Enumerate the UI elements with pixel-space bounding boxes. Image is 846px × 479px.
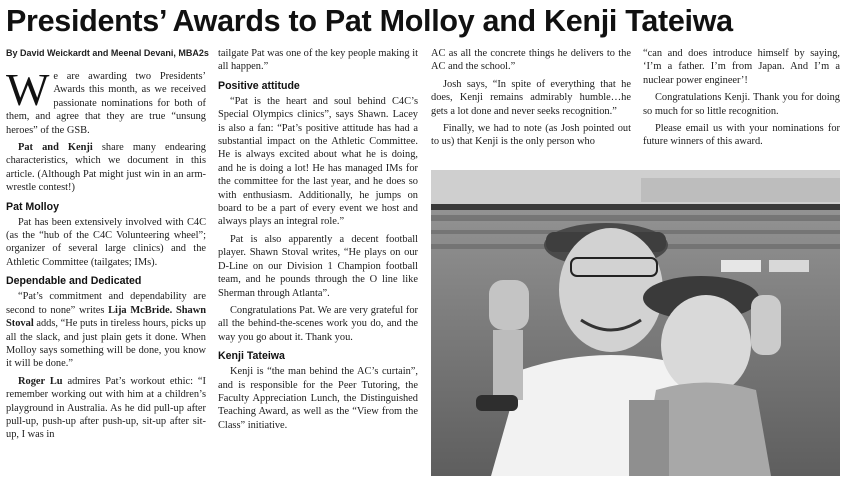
section-heading-dependable: Dependable and Dedicated [6,275,142,288]
paragraph [6,375,206,442]
paragraph: “can and does introduce himself by saying, ‘I’m a father. I’m from Japan. And I’m a nuclear power engineer’! [643,48,840,86]
paragraph: Kenji is “the man behind the AC’s curtain”, and is responsible for the Peer Tutoring, the Faculty Appreciation Lunch, the Distinguished Teaching Award, as well as the “View from the Class” initiative. [218,366,418,431]
article-byline: By David Weickardt and Meenal Devani, MBA2s [6,48,209,58]
intro-paragraph [6,64,206,137]
name-roger: Roger Lu [18,375,63,387]
section-heading-pat-molloy: Pat Molloy [6,200,59,213]
quote-text: “Pat’s commitment and dependability are second to none” writes [6,291,206,316]
paragraph: Please email us with your nominations for future winners of this award. [643,123,840,148]
intro-text: e are awarding two Presidents’ Awards this month, as we received passionate nominations for both of them, and agree that they are true “unsung heroes” of the GSB. [6,71,206,136]
paragraph: Josh says, “In spite of everything that he does, Kenji remains admirably humble…he gets a lot done and never seeks recognition.” [431,78,631,117]
paragraph [6,290,206,370]
column-4 [643,47,840,153]
paragraph: “Pat is the heart and soul behind C4C’s Special Olympics clinics”, says Shawn. Lacey is also a fan: “Pat’s positive attitude has had a substantial impact on the Athletic Committee. He is always excited about what he is doing, and he is doing a lot! He has managed IMs for the committee for the last year, and he does so with enthusiasm. Additionally, he jumps on board to be a part of every event we host and always plays an integral role.” [218,95,418,228]
paragraph: tailgate Pat was one of the key people making it all happen.” [218,48,418,73]
paragraph: Pat is also apparently a decent football player. Shawn Stoval writes, “He plays on our D-Line on our Division 1 Champion football team, and he pounds through the O line like Sherman through Atlanta”. [218,233,418,299]
article-headline: Presidents’ Awards to Pat Molloy and Kenji Tateiwa [6,4,733,38]
paragraph-text: share many endearing characteristics, which we document in this article. (Although Pat might just win in an arm-wrestle contest!) [6,142,207,194]
paragraph: AC as all the concrete things he delivers to the AC and the school.” [431,48,631,73]
quote-text: adds, “He puts in tireless hours, picks up all the slack, and just plain gets it done. When Molloy says something will be done, you know it will be done.” [6,318,206,370]
photo-illustration [431,170,840,476]
paragraph [6,141,206,195]
section-heading-positive-attitude: Positive attitude [218,79,300,92]
column-2 [218,47,418,436]
column-3 [431,47,631,153]
drop-cap: W [6,64,50,115]
name-shawn: Shawn Stoval [6,304,206,330]
paragraph-text: admires Pat’s workout ethic: “I remember working out with him at a children’s playground in Australia. As he did pull-up after pull-up, push-up after push-up, sit-up after sit-up, I was in [6,375,206,441]
paragraph: Pat has been extensively involved with C4C (as the “hub of the C4C Volunteering wheel”; organizer of several large clinics) and the Athletic Committee (tailgates; IMs). [6,216,206,268]
name-lija: Lija McBride. [108,304,173,316]
paragraph: Finally, we had to note (as Josh pointed out to us) that Kenji is the only person who [431,123,631,148]
paragraph: Congratulations Kenji. Thank you for doing so much for so little recognition. [643,92,840,117]
paragraph: Congratulations Pat. We are very grateful for all the behind-the-scenes work you do, and the way you go about it. Thank you. [218,304,418,343]
section-heading-kenji-tateiwa: Kenji Tateiwa [218,350,285,363]
column-1 [6,64,207,446]
photo-kenji-and-child-stadium [431,170,840,476]
names-bold: Pat and Kenji [18,142,93,154]
